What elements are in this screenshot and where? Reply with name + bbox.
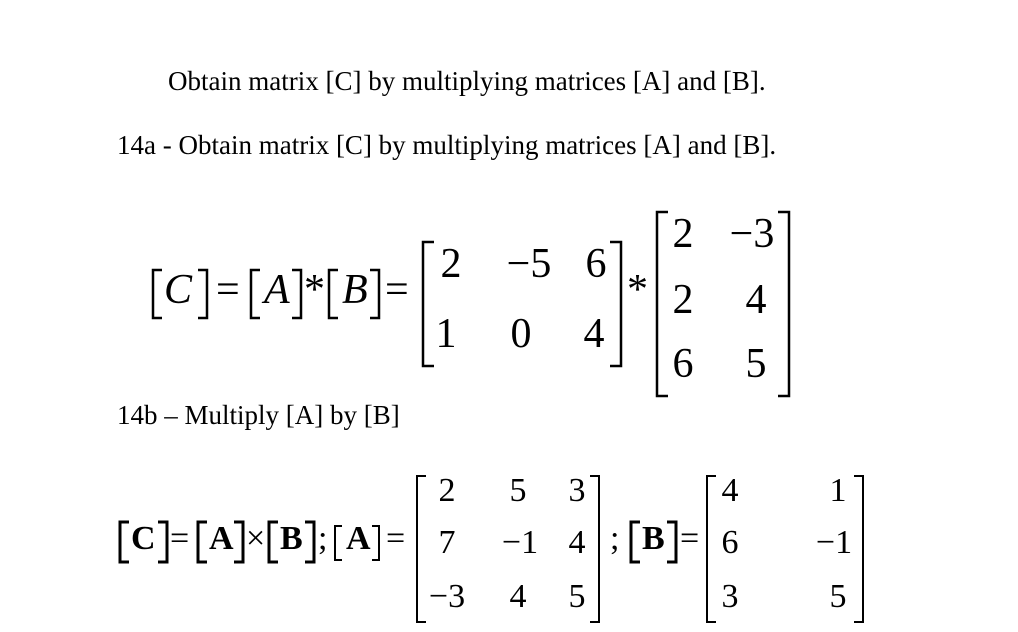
- matrix-cell: 2: [438, 472, 456, 509]
- matrix-cell: −5: [506, 241, 552, 287]
- semicolon: ;: [318, 520, 328, 557]
- bracket-right: [232, 520, 246, 564]
- variable-b: B: [280, 520, 303, 557]
- bracket-left: [117, 520, 131, 564]
- matrix-cell: 2: [672, 277, 694, 323]
- variable-c: C: [164, 267, 193, 313]
- equals-sign: =: [170, 520, 190, 557]
- equals-sign: =: [385, 267, 409, 313]
- bracket-right: [303, 520, 317, 564]
- matrix-cell: 4: [721, 472, 739, 509]
- variable-b: B: [342, 267, 368, 313]
- bracket-left: [195, 520, 209, 564]
- variable-a: A: [346, 520, 371, 557]
- matrix-bracket-right: [852, 474, 866, 624]
- variable-a: A: [209, 520, 234, 557]
- matrix-cell: 4: [745, 277, 767, 323]
- bracket-right: [665, 520, 679, 564]
- matrix-cell: 4: [568, 524, 586, 561]
- matrix-cell: 6: [721, 524, 739, 561]
- matrix-cell: 7: [438, 524, 456, 561]
- matrix-bracket-left: [654, 210, 670, 398]
- matrix-cell: 6: [585, 241, 607, 287]
- cross-product-sign: ×: [246, 520, 266, 557]
- matrix-cell: 2: [440, 241, 462, 287]
- matrix-bracket-right: [776, 210, 792, 398]
- matrix-cell: −1: [815, 524, 853, 561]
- multiply-sign: *: [627, 267, 648, 313]
- matrix-cell: 2: [672, 211, 694, 257]
- matrix-cell: 5: [509, 472, 527, 509]
- matrix-cell: 5: [745, 341, 767, 387]
- matrix-bracket-left: [414, 474, 428, 624]
- variable-c: C: [131, 520, 156, 557]
- bracket-left: [266, 520, 280, 564]
- matrix-cell: −3: [428, 578, 466, 615]
- matrix-cell: 3: [568, 472, 586, 509]
- matrix-cell: −1: [501, 524, 539, 561]
- part-b-heading: 14b – Multiply [A] by [B]: [117, 400, 400, 430]
- matrix-bracket-left: [704, 474, 718, 624]
- bracket-right: [156, 520, 170, 564]
- matrix-cell: 4: [583, 311, 605, 357]
- matrix-cell: 4: [509, 578, 527, 615]
- matrix-bracket-right: [608, 240, 624, 368]
- bracket-left: [332, 524, 344, 562]
- variable-a: A: [264, 267, 290, 313]
- matrix-cell: 5: [829, 578, 847, 615]
- bracket-right: [290, 268, 304, 320]
- matrix-bracket-left: [420, 240, 436, 368]
- multiply-sign: *: [304, 267, 325, 313]
- part-a-heading: 14a - Obtain matrix [C] by multiplying matrices [A] and [B].: [117, 130, 777, 160]
- matrix-cell: 3: [721, 578, 739, 615]
- bracket-left: [326, 268, 340, 320]
- bracket-right: [368, 268, 382, 320]
- matrix-cell: 0: [510, 311, 532, 357]
- matrix-cell: 1: [435, 311, 457, 357]
- bracket-left: [248, 268, 262, 320]
- bracket-left: [628, 520, 642, 564]
- equals-sign: =: [386, 520, 406, 557]
- matrix-cell: 5: [568, 578, 586, 615]
- bracket-right: [196, 268, 210, 320]
- semicolon: ;: [610, 520, 620, 557]
- bracket-right: [370, 524, 382, 562]
- matrix-bracket-right: [588, 474, 602, 624]
- problem-title: Obtain matrix [C] by multiplying matrices [A] and [B].: [168, 66, 766, 96]
- matrix-cell: 1: [829, 472, 847, 509]
- matrix-cell: −3: [729, 211, 775, 257]
- equals-sign: =: [216, 267, 240, 313]
- variable-b: B: [642, 520, 665, 557]
- bracket-left: [150, 268, 164, 320]
- matrix-cell: 6: [672, 341, 694, 387]
- equals-sign: =: [680, 520, 700, 557]
